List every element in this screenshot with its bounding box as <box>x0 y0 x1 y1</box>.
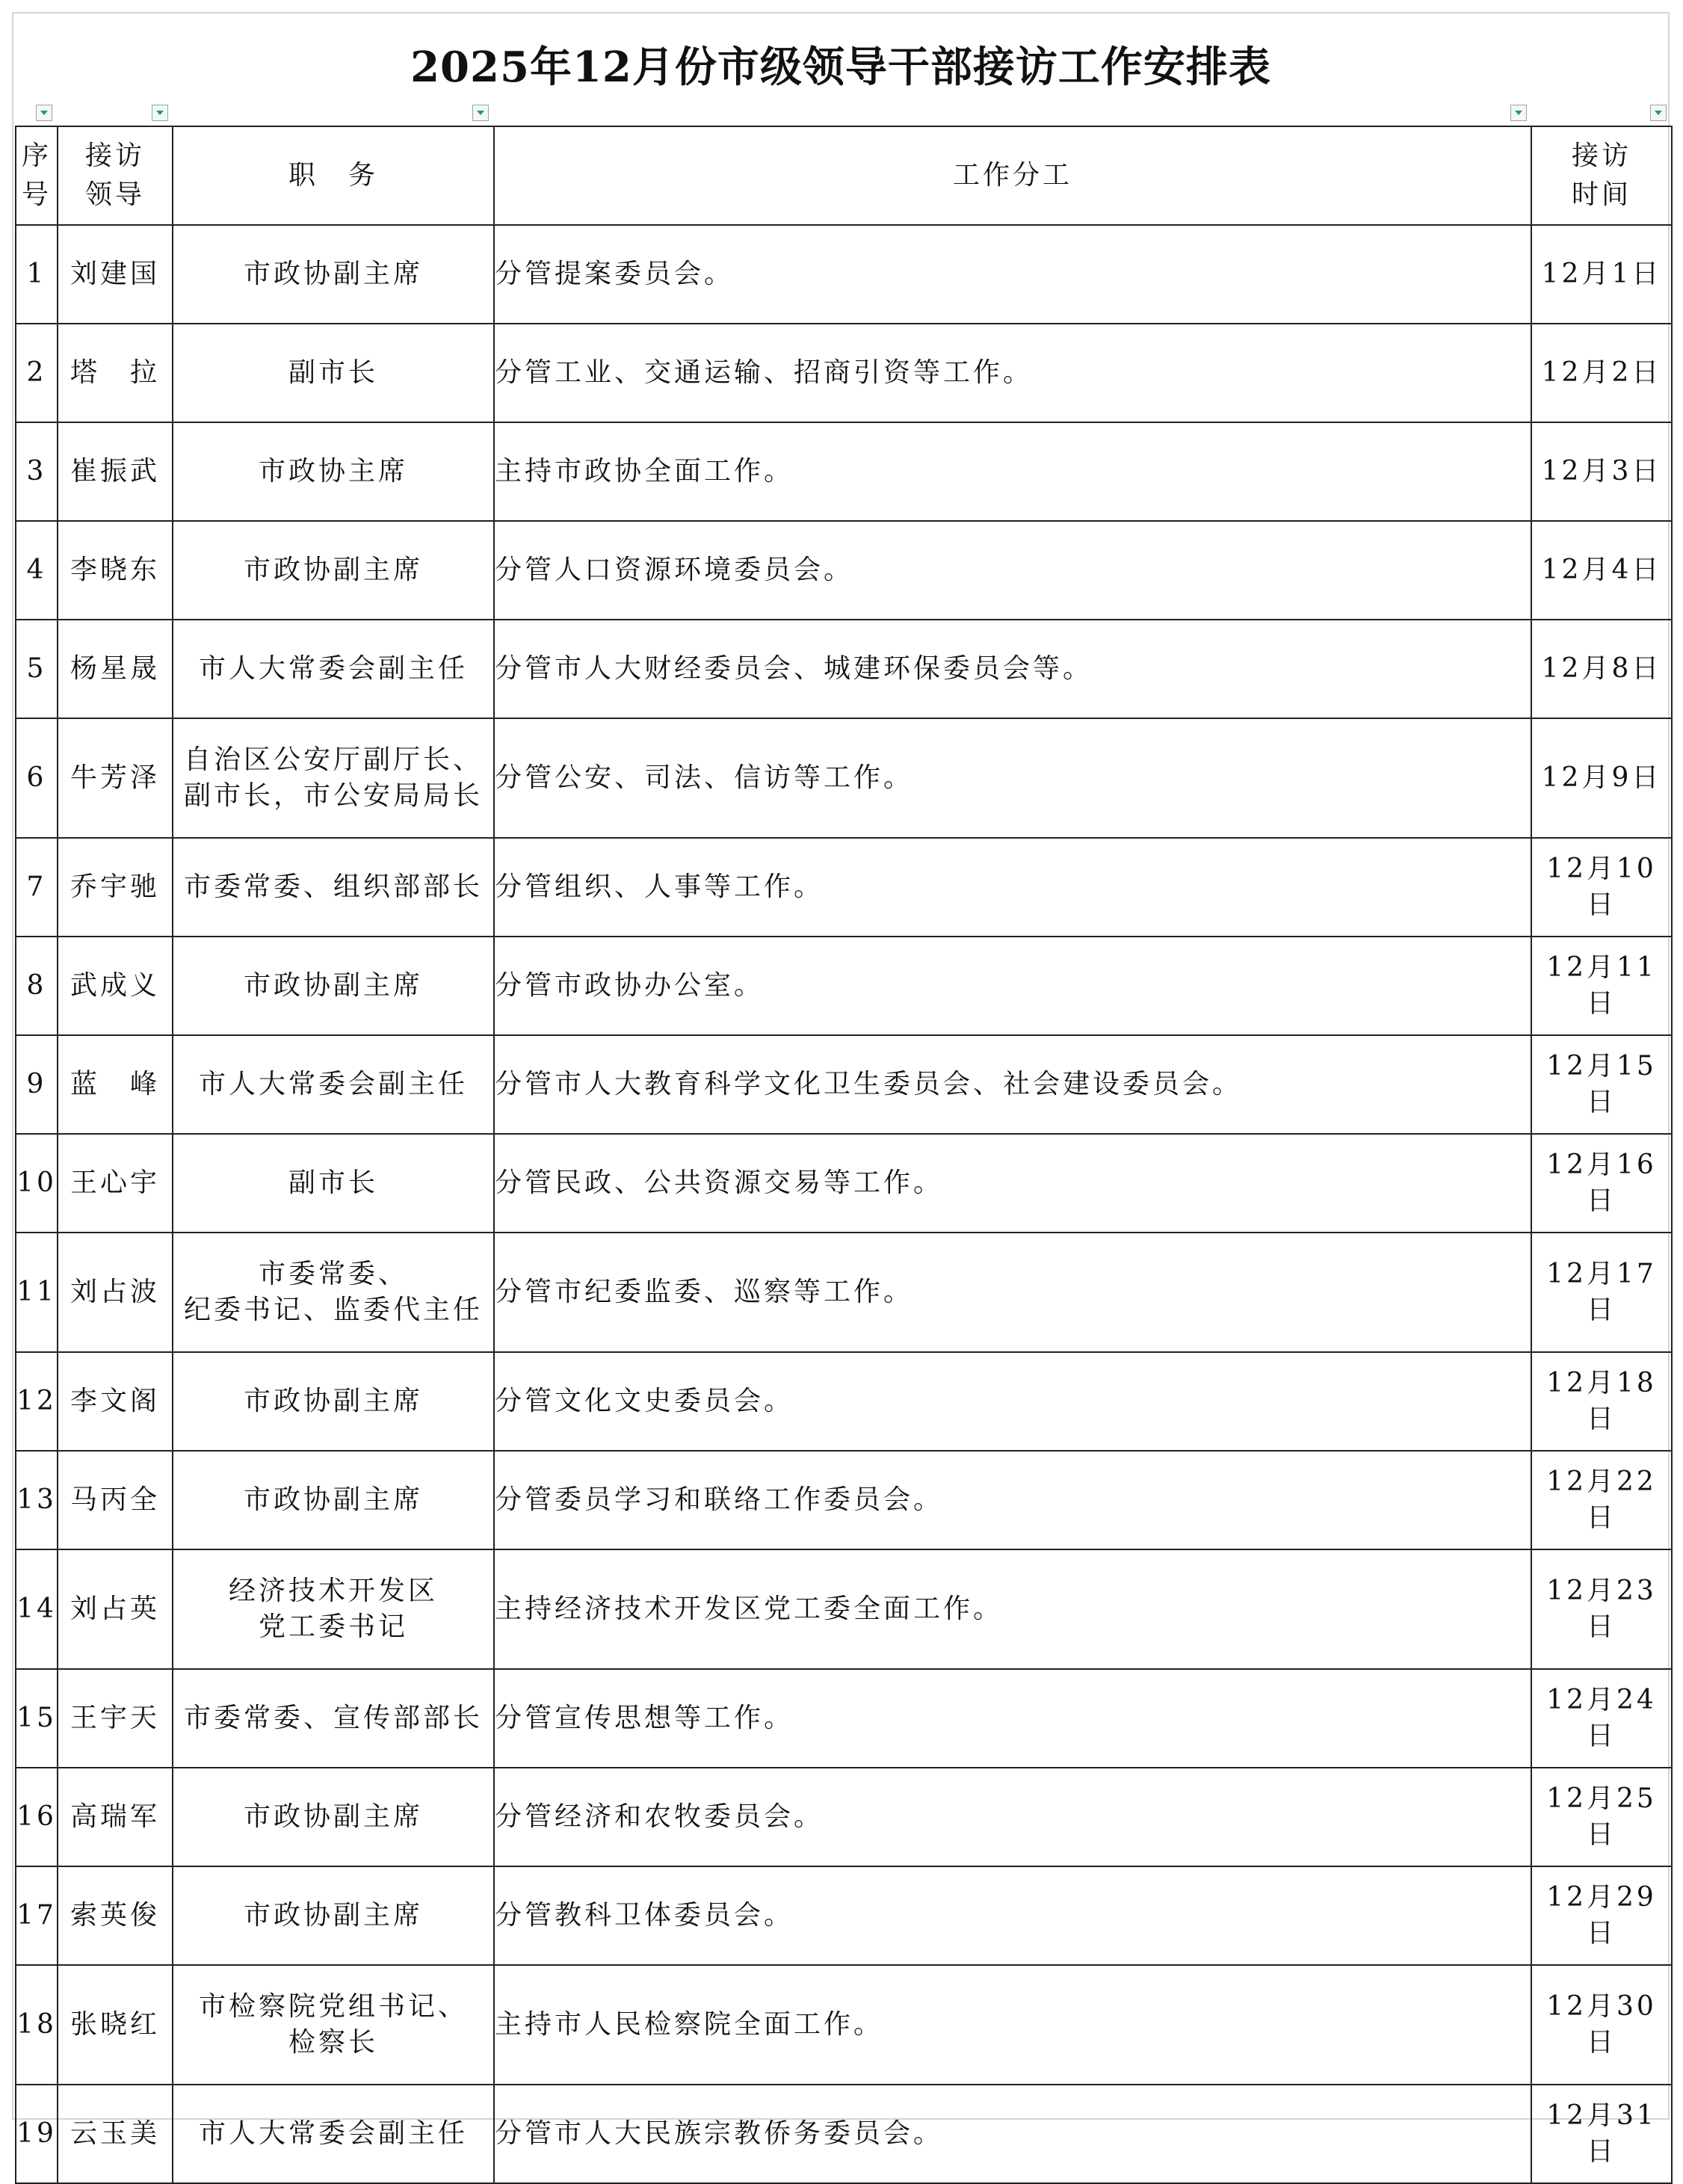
leader-name: 刘建国 <box>58 225 173 324</box>
row-number: 18 <box>16 1965 58 2085</box>
duty-description: 分管提案委员会。 <box>494 225 1531 324</box>
leader-name: 李晓东 <box>58 521 173 620</box>
position-line: 副市长 <box>288 1167 378 1198</box>
table-row <box>16 1549 1672 1669</box>
duty-description: 分管组织、人事等工作。 <box>494 838 1531 937</box>
position-line: 市委常委、 <box>258 1259 408 1289</box>
position-cell <box>173 1866 494 1965</box>
duty-description: 分管公安、司法、信访等工作。 <box>494 718 1531 838</box>
table-row <box>16 1965 1672 2085</box>
filter-dropdown-icon[interactable] <box>1510 105 1527 121</box>
leader-name: 牛芳泽 <box>58 718 173 838</box>
leader-name: 武成义 <box>58 937 173 1035</box>
duty-description: 主持市政协全面工作。 <box>494 422 1531 521</box>
page-title: 2025年12月份市级领导干部接访工作安排表 <box>410 43 1271 92</box>
duty-description: 分管市人大财经委员会、城建环保委员会等。 <box>494 620 1531 718</box>
position-cell <box>173 1352 494 1451</box>
position-cell <box>173 1233 494 1352</box>
duty-description: 分管市政协办公室。 <box>494 937 1531 1035</box>
leader-name: 杨星晟 <box>58 620 173 718</box>
position-line: 市政协副主席 <box>243 259 423 289</box>
leader-name: 高瑞军 <box>58 1768 173 1866</box>
position-line: 党工委书记 <box>258 1611 408 1642</box>
row-number: 12 <box>16 1352 58 1451</box>
header-no <box>16 126 58 225</box>
leader-name: 李文阁 <box>58 1352 173 1451</box>
leader-name: 塔 拉 <box>58 324 173 422</box>
duty-description: 分管人口资源环境委员会。 <box>494 521 1531 620</box>
header-row <box>16 126 1672 225</box>
position-line: 市检察院党组书记、 <box>198 1991 468 2022</box>
duty-description: 分管市纪委监委、巡察等工作。 <box>494 1233 1531 1352</box>
position-line: 自治区公安厅副厅长、 <box>183 744 483 775</box>
header-time <box>1531 126 1672 225</box>
header-time-line: 时间 <box>1571 179 1631 210</box>
position-cell <box>173 324 494 422</box>
table-row <box>16 422 1672 521</box>
position-line: 市人大常委会副主任 <box>198 653 468 684</box>
table-row <box>16 1768 1672 1866</box>
header-position: 职 务 <box>173 126 494 225</box>
reception-date: 12月3日 <box>1531 422 1672 521</box>
row-number: 3 <box>16 422 58 521</box>
row-number: 1 <box>16 225 58 324</box>
row-number: 14 <box>16 1549 58 1669</box>
position-line: 检察长 <box>288 2027 378 2058</box>
position-line: 市政协副主席 <box>243 1900 423 1931</box>
reception-date: 12月16日 <box>1531 1134 1672 1233</box>
position-cell <box>173 1669 494 1768</box>
leader-name: 刘占波 <box>58 1233 173 1352</box>
leader-name: 乔宇驰 <box>58 838 173 937</box>
duty-description: 分管市人大民族宗教侨务委员会。 <box>494 2085 1531 2183</box>
position-cell <box>173 2085 494 2183</box>
leader-name: 蓝 峰 <box>58 1035 173 1134</box>
schedule-table <box>15 126 1673 2184</box>
leader-name: 崔振武 <box>58 422 173 521</box>
filter-dropdown-icon[interactable] <box>1650 105 1667 121</box>
filter-dropdown-icon[interactable] <box>472 105 489 121</box>
reception-date: 12月1日 <box>1531 225 1672 324</box>
position-cell <box>173 225 494 324</box>
row-number: 15 <box>16 1669 58 1768</box>
reception-date: 12月11日 <box>1531 937 1672 1035</box>
duty-description: 主持经济技术开发区党工委全面工作。 <box>494 1549 1531 1669</box>
reception-date: 12月30日 <box>1531 1965 1672 2085</box>
reception-date: 12月4日 <box>1531 521 1672 620</box>
position-cell <box>173 1768 494 1866</box>
row-number: 7 <box>16 838 58 937</box>
reception-date: 12月9日 <box>1531 718 1672 838</box>
leader-name: 王宇天 <box>58 1669 173 1768</box>
table-row <box>16 1035 1672 1134</box>
header-leader-line: 接访 <box>84 141 145 171</box>
position-cell <box>173 1549 494 1669</box>
position-line: 副市长 <box>288 357 378 388</box>
header-time-line: 接访 <box>1571 141 1631 171</box>
reception-date: 12月24日 <box>1531 1669 1672 1768</box>
table-row <box>16 1134 1672 1233</box>
table-row <box>16 324 1672 422</box>
row-number: 11 <box>16 1233 58 1352</box>
reception-date: 12月25日 <box>1531 1768 1672 1866</box>
duty-description: 分管宣传思想等工作。 <box>494 1669 1531 1768</box>
position-line: 经济技术开发区 <box>228 1576 438 1606</box>
row-number: 4 <box>16 521 58 620</box>
position-cell <box>173 1451 494 1549</box>
table-row <box>16 1352 1672 1451</box>
leader-name: 王心宇 <box>58 1134 173 1233</box>
reception-date: 12月31日 <box>1531 2085 1672 2183</box>
reception-date: 12月8日 <box>1531 620 1672 718</box>
row-number: 10 <box>16 1134 58 1233</box>
header-duty: 工作分工 <box>494 126 1531 225</box>
table-row <box>16 620 1672 718</box>
position-cell <box>173 1965 494 2085</box>
table-row <box>16 2085 1672 2183</box>
position-cell <box>173 718 494 838</box>
row-number: 5 <box>16 620 58 718</box>
leader-name: 云玉美 <box>58 2085 173 2183</box>
position-cell <box>173 838 494 937</box>
leader-name: 刘占英 <box>58 1549 173 1669</box>
duty-description: 主持市人民检察院全面工作。 <box>494 1965 1531 2085</box>
duty-description: 分管委员学习和联络工作委员会。 <box>494 1451 1531 1549</box>
position-line: 市政协副主席 <box>243 555 423 585</box>
position-cell <box>173 620 494 718</box>
leader-name: 张晓红 <box>58 1965 173 2085</box>
row-number: 19 <box>16 2085 58 2183</box>
position-line: 副市长，市公安局局长 <box>183 780 483 811</box>
duty-description: 分管教科卫体委员会。 <box>494 1866 1531 1965</box>
table-row <box>16 1233 1672 1352</box>
position-line: 市政协副主席 <box>243 970 423 1001</box>
leader-name: 马丙全 <box>58 1451 173 1549</box>
row-number: 9 <box>16 1035 58 1134</box>
table-row <box>16 838 1672 937</box>
row-number: 16 <box>16 1768 58 1866</box>
position-cell <box>173 521 494 620</box>
duty-description: 分管文化文史委员会。 <box>494 1352 1531 1451</box>
duty-description: 分管民政、公共资源交易等工作。 <box>494 1134 1531 1233</box>
row-number: 8 <box>16 937 58 1035</box>
position-line: 市政协副主席 <box>243 1801 423 1832</box>
table-row <box>16 1669 1672 1768</box>
table-row <box>16 521 1672 620</box>
position-cell <box>173 422 494 521</box>
reception-date: 12月15日 <box>1531 1035 1672 1134</box>
row-number: 2 <box>16 324 58 422</box>
duty-description: 分管经济和农牧委员会。 <box>494 1768 1531 1866</box>
table-row <box>16 1866 1672 1965</box>
reception-date: 12月2日 <box>1531 324 1672 422</box>
position-line: 市政协副主席 <box>243 1386 423 1416</box>
position-line: 市人大常委会副主任 <box>198 2118 468 2149</box>
position-cell <box>173 1134 494 1233</box>
table-row <box>16 225 1672 324</box>
leader-name: 索英俊 <box>58 1866 173 1965</box>
row-number: 17 <box>16 1866 58 1965</box>
position-line: 市政协主席 <box>258 456 408 487</box>
position-line: 市委常委、宣传部部长 <box>183 1703 483 1733</box>
reception-date: 12月22日 <box>1531 1451 1672 1549</box>
duty-description: 分管工业、交通运输、招商引资等工作。 <box>494 324 1531 422</box>
position-cell <box>173 1035 494 1134</box>
table-row <box>16 718 1672 838</box>
filter-dropdown-icon[interactable] <box>152 105 168 121</box>
duty-description: 分管市人大教育科学文化卫生委员会、社会建设委员会。 <box>494 1035 1531 1134</box>
header-leader <box>58 126 173 225</box>
header-no-line: 号 <box>21 179 52 210</box>
header-no-line: 序 <box>21 141 52 171</box>
reception-date: 12月23日 <box>1531 1549 1672 1669</box>
table-row <box>16 1451 1672 1549</box>
reception-date: 12月18日 <box>1531 1352 1672 1451</box>
position-line: 市委常委、组织部部长 <box>183 872 483 902</box>
position-cell <box>173 937 494 1035</box>
position-line: 纪委书记、监委代主任 <box>183 1295 483 1325</box>
header-leader-line: 领导 <box>84 179 145 210</box>
reception-date: 12月29日 <box>1531 1866 1672 1965</box>
reception-date: 12月17日 <box>1531 1233 1672 1352</box>
table-row <box>16 937 1672 1035</box>
filter-dropdown-icon[interactable] <box>36 105 52 121</box>
row-number: 6 <box>16 718 58 838</box>
reception-date: 12月10日 <box>1531 838 1672 937</box>
position-line: 市政协副主席 <box>243 1484 423 1515</box>
position-line: 市人大常委会副主任 <box>198 1069 468 1099</box>
row-number: 13 <box>16 1451 58 1549</box>
